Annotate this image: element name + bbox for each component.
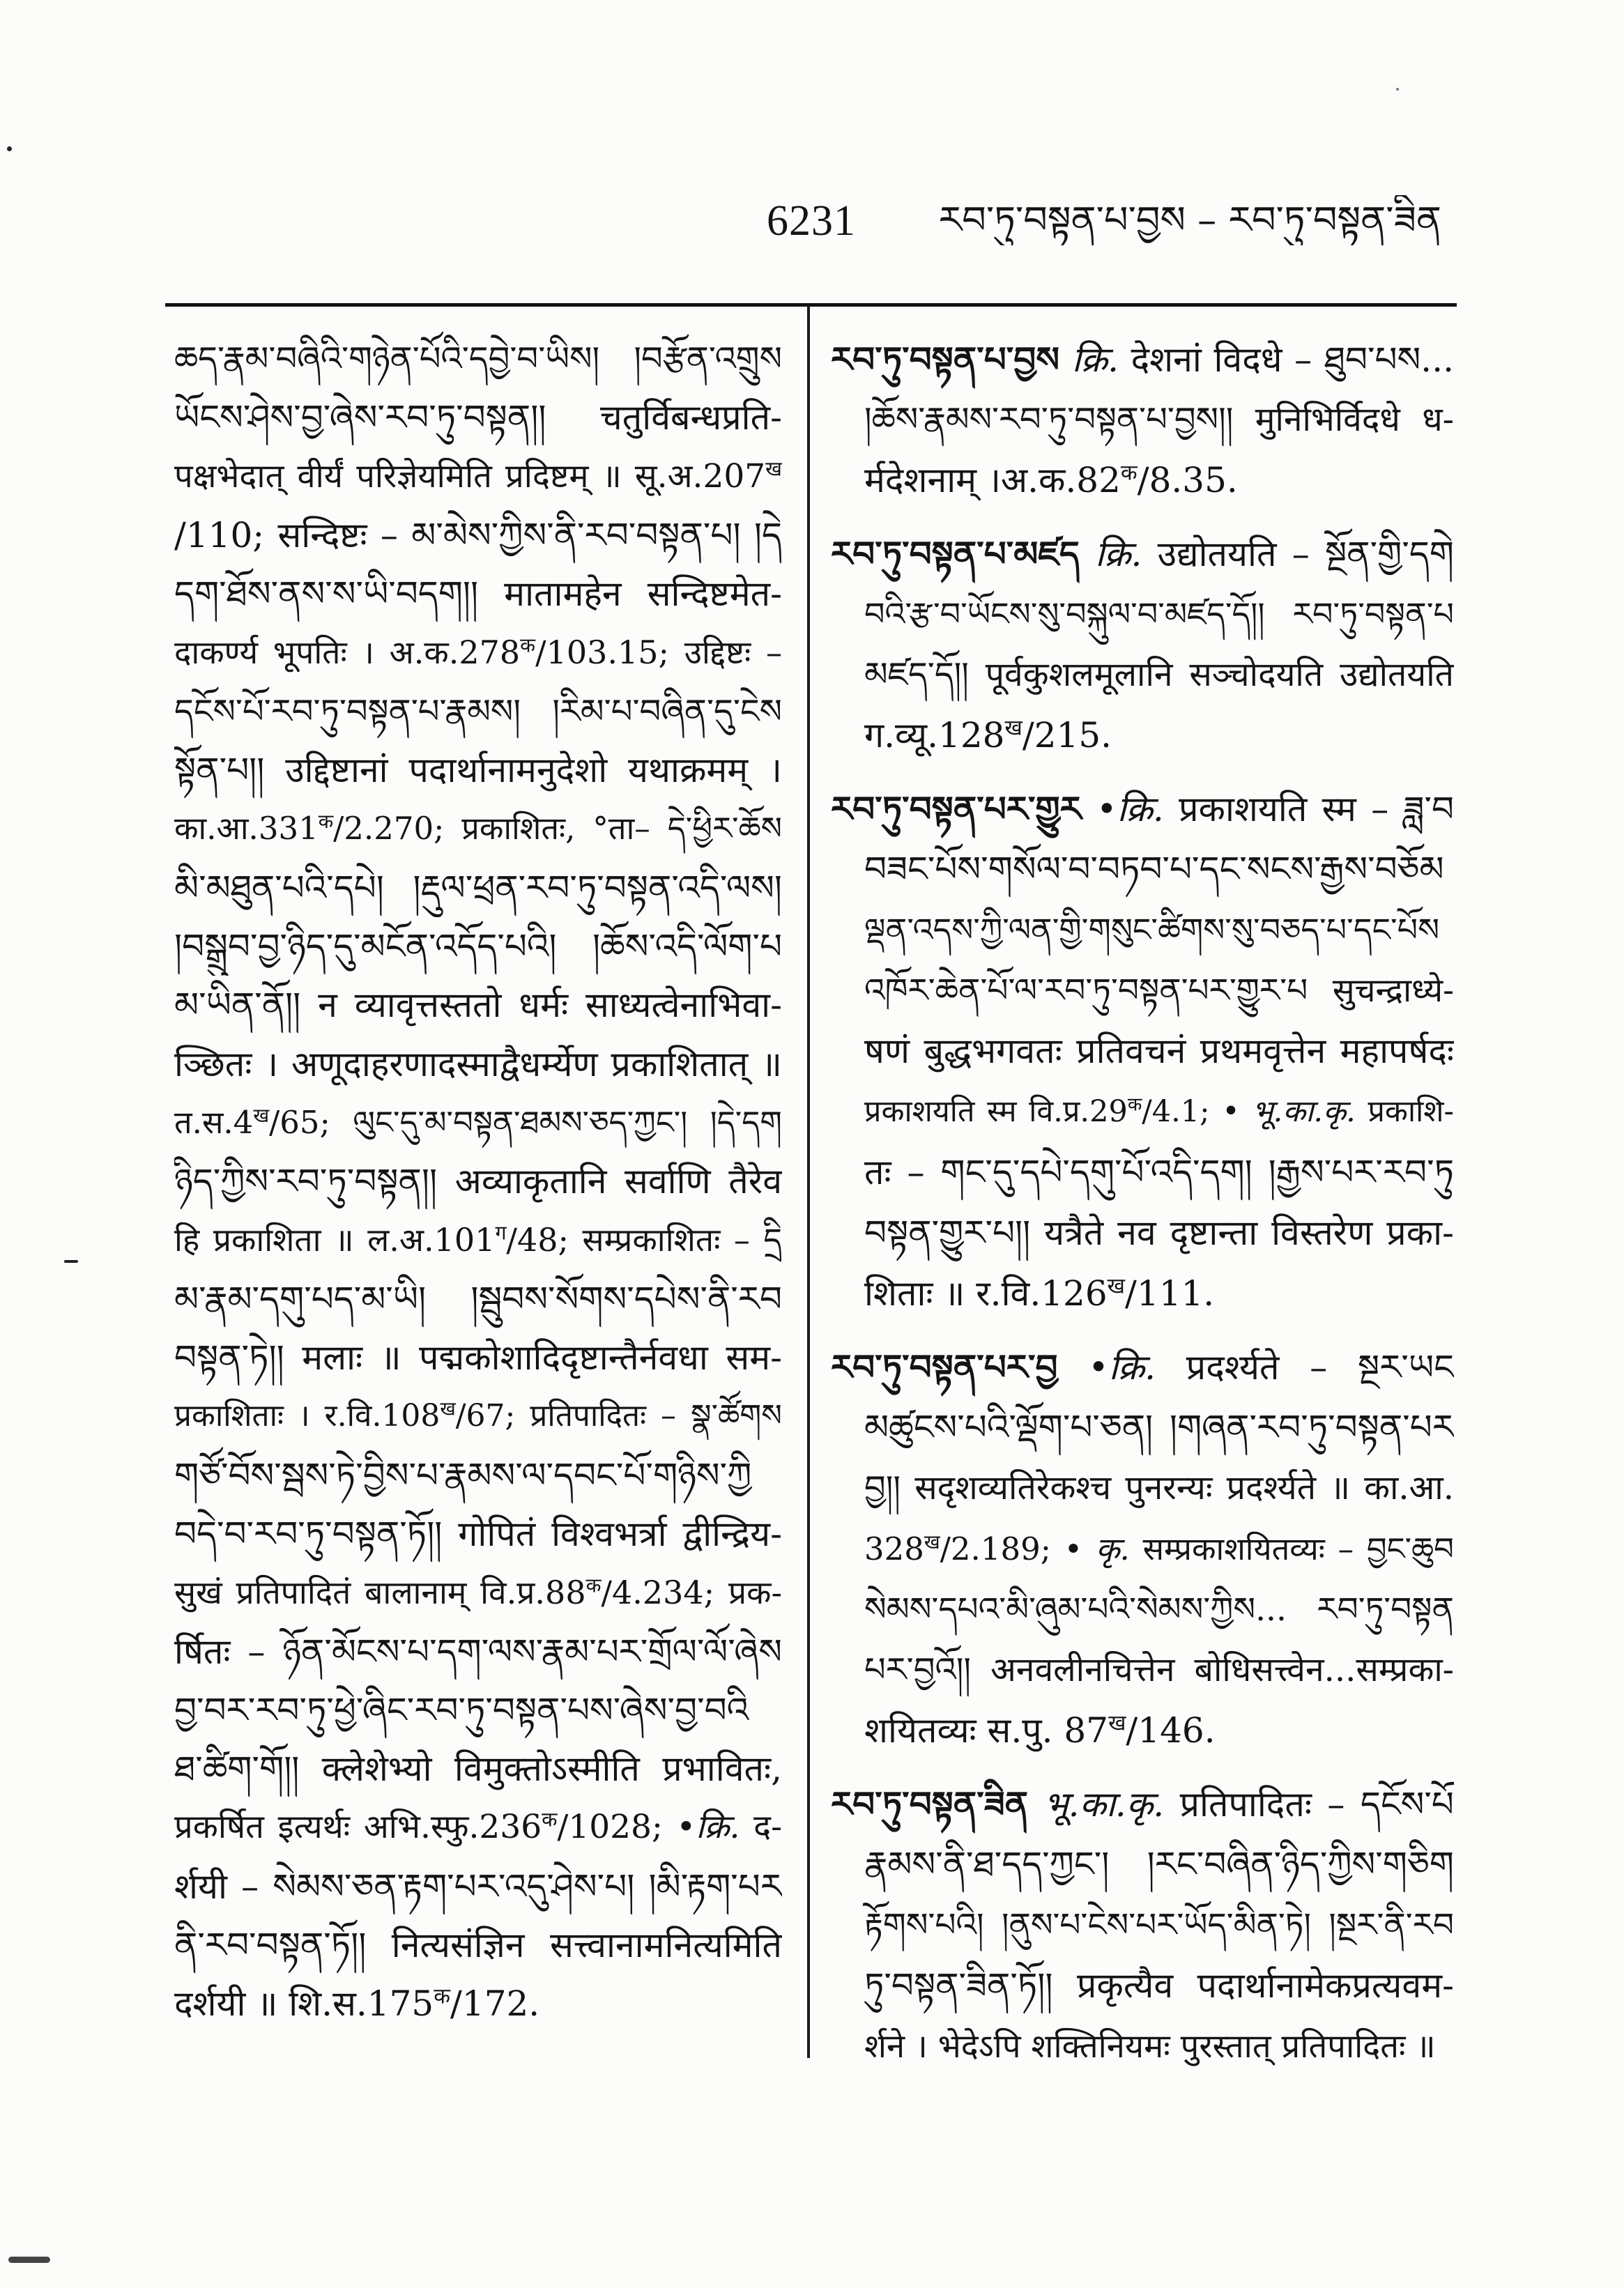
text-line — [174, 1681, 782, 1740]
headword: རབ་ཏུ་བསྟན་པར་གྱུར — [831, 788, 1082, 829]
text-line — [174, 682, 782, 741]
reference-folio-marker: ख — [1004, 715, 1022, 741]
page-number: 6231 — [767, 197, 856, 245]
reference-folio-marker: क — [318, 810, 334, 834]
text-run: བཟང་པོས་གསོལ་བ་བཏབ་པ་དང་སངས་རྒྱས་བཅོམ — [864, 849, 1444, 889]
grammar-label: क्रि. — [696, 1808, 740, 1847]
text-run: दाकर्ण्य भूपतिः । अ.क.278 — [174, 634, 521, 672]
text-line — [831, 900, 1454, 960]
text-line — [831, 1458, 1454, 1519]
text-line — [174, 1974, 782, 2033]
grammar-label: क्रि. — [1117, 789, 1164, 829]
text-run: /67; प्रतिपादितः – སྣ་ཚོགས — [455, 1398, 782, 1434]
text-run: /146. — [1126, 1710, 1216, 1751]
text-run: प्रतिपादितः – དངོས་པོ — [1164, 1784, 1454, 1825]
text-run: शयितव्यः स.पु. 87 — [864, 1710, 1109, 1751]
text-run: प्रकाशयति स्म – ཟླ་བ — [1163, 789, 1454, 829]
text-line — [174, 859, 782, 917]
text-line — [831, 390, 1454, 450]
text-run: प्रकर्षित इत्यर्थः अभि.स्फु.236 — [174, 1808, 542, 1847]
reference-folio-marker: क — [542, 1807, 558, 1832]
reference-folio-marker: ख — [253, 1103, 270, 1127]
text-line — [174, 388, 782, 447]
text-line — [831, 1579, 1454, 1640]
text-run: སེམས་དཔའ་མི་ཞུམ་པའི་སེམས་ཀྱིས... རབ་ཏུ་བསྟན — [864, 1590, 1454, 1629]
grammar-label: क्रि. — [1108, 1347, 1156, 1388]
left-column — [174, 330, 782, 2034]
text-run: སྟོན་པ།། उद्दिष्टानां पदार्थानामनुदेशो यथाक्रमम् । — [174, 750, 782, 791]
text-run: शिताः ॥ र.वि.126 — [864, 1273, 1108, 1314]
text-run: दर्शयी ॥ शि.स.175 — [174, 1983, 434, 2025]
headword: རབ་ཏུ་བསྟན་ཟིན — [831, 1783, 1029, 1825]
text-line — [831, 1397, 1454, 1458]
reference-folio-marker: ग — [495, 1222, 507, 1245]
text-run: प्रकाशि- — [1355, 1094, 1454, 1129]
reference-folio-marker: ख — [765, 456, 782, 480]
text-line — [831, 1956, 1454, 2016]
text-run: पक्षभेदात् वीर्यं परिज्ञेयमिति प्रदिष्टम् ॥ सू.अ.207 — [174, 456, 766, 496]
text-line — [831, 839, 1454, 900]
reference-folio-marker: क — [585, 1574, 602, 1597]
text-line — [174, 917, 782, 976]
text-run: དངོས་པོ་རབ་ཏུ་བསྟན་པ་རྣམས། །རིམ་པ་བཞིན་དུ་ངེས — [174, 691, 782, 731]
text-run: བྱ་བར་རབ་ཏུ་ཕྱེ་ཞིང་རབ་ཏུ་བསྟན་པས་ཞེས་བྱ་བའི — [174, 1689, 749, 1730]
text-run: सम्प्रकाशयितव्यः – བྱང་ཆུབ — [1129, 1530, 1454, 1567]
text-run: མི་མཐུན་པའི་དཔེ། །རྡུལ་ཕྲན་རབ་ཏུ་བསྟན་འདི་ལས། — [174, 867, 782, 908]
text-run: རྟོགས་པའི། །ནུས་པ་ངེས་པར་ཡོད་མིན་ཏེ། །སྔར་ནི་རབ — [864, 1906, 1454, 1944]
text-line — [174, 1563, 782, 1622]
reference-folio-marker: ख — [924, 1530, 940, 1553]
text-run: /65; ལུང་དུ་མ་བསྟན་ཐམས་ཅད་ཀྱང་། །དེ་དག — [269, 1103, 782, 1141]
text-run: ལྡན་འདས་ཀྱི་ལན་གྱི་གསུང་ཚིགས་སུ་བཅད་པ་དང་པོས — [864, 911, 1440, 949]
text-line — [831, 1700, 1454, 1761]
headword: རབ་ཏུ་བསྟན་པ་བྱས — [831, 339, 1060, 380]
text-run: ཏུ་བསྟན་ཟིན་ཏོ།། प्रकृत्यैव पदार्थानामेकप्रत्यवम- — [864, 1965, 1454, 2006]
header-rule — [165, 303, 1457, 307]
text-line — [831, 329, 1454, 390]
text-line — [174, 1328, 782, 1387]
text-run: བྱ།། सदृशव्यतिरेकश्च पुनरन्यः प्रदर्श्यते ॥ का.आ. — [864, 1468, 1454, 1507]
text-run: र्शने । भेदेऽपि शक्तिनियमः पुरस्तात् प्रतिपादितः ॥ — [864, 2027, 1436, 2066]
text-run: • — [1081, 789, 1117, 829]
grammar-label: क्रि. — [1095, 534, 1142, 574]
reference-folio-marker: ख — [1107, 1273, 1126, 1299]
text-run: བསྟན་ཏེ།། मलाः ॥ पद्मकोशादिदृष्टान्तैर्नवधा सम- — [174, 1337, 782, 1379]
text-line — [831, 1834, 1454, 1895]
text-run: हि प्रकाशिता ॥ ल.अ.101 — [174, 1221, 496, 1259]
text-run: མཛད་དོ།། पूर्वकुशलमूलानि सञ्चोदयति उद्योतयति — [864, 655, 1454, 694]
text-line — [174, 1916, 782, 1974]
text-run: /8.35. — [1137, 460, 1238, 500]
text-run: ཉིད་ཀྱིས་རབ་ཏུ་བསྟན།། अव्याकृतानि सर्वाणि तैरेव — [174, 1161, 782, 1202]
text-run: /103.15; उद्दिष्टः – — [535, 634, 782, 672]
text-run: མཚུངས་པའི་ལྡོག་པ་ཅན། །གཞན་རབ་ཏུ་བསྟན་པར — [864, 1407, 1454, 1448]
text-run — [1080, 534, 1095, 574]
text-line — [831, 1082, 1454, 1142]
text-run — [1028, 1784, 1043, 1825]
text-line — [174, 1857, 782, 1916]
text-line — [174, 1211, 782, 1269]
text-run: /2.270; प्रकाशितः, °ता– དེ་ཕྱིར་ཆོས — [333, 810, 782, 847]
text-line — [174, 330, 782, 388]
grammar-label: भू.का.कृ. — [1043, 1784, 1165, 1825]
text-run: །ཆོས་རྣམས་རབ་ཏུ་བསྟན་པ་བྱས།། मुनिभिर्विदधे ध- — [864, 400, 1454, 439]
text-line — [174, 447, 782, 506]
text-run: གཙོ་བོས་སྦས་ཏེ་བྱིས་པ་རྣམས་ལ་དབང་པོ་གཉིས་ཀྱི — [174, 1454, 752, 1496]
text-run: དག་ཐོས་ནས་ས་ཡི་བདག།། मातामहेन सन्दिष्टमेत- — [174, 574, 782, 615]
text-line — [831, 584, 1454, 645]
headword: རབ་ཏུ་བསྟན་པ་མཛད — [831, 533, 1080, 574]
reference-folio-marker: क — [1127, 1093, 1142, 1116]
text-line — [174, 741, 782, 799]
text-line — [831, 1519, 1454, 1579]
text-run: ཐ་ཚིག་གོ།། क्लेशेभ्यो विमुक्तोऽस्मीति प्रभावितः, — [174, 1749, 782, 1790]
text-line — [831, 523, 1454, 584]
dictionary-entry — [831, 523, 1454, 766]
scan-speck — [1396, 88, 1399, 91]
reference-folio-marker: क — [520, 634, 536, 658]
text-run: र्शयी – སེམས་ཅན་རྟག་པར་འདུ་ཤེས་པ། །མི་རྟག་པར — [174, 1866, 782, 1907]
text-line — [831, 1021, 1454, 1082]
text-run: རྣམས་ནི་ཐ་དད་ཀྱང་། །རང་བཞིན་ཉིད་ཀྱིས་གཅིག — [864, 1844, 1454, 1884]
text-run: प्रकाशिताः । र.वि.108 — [174, 1398, 441, 1434]
text-line — [174, 565, 782, 623]
text-line — [831, 1640, 1454, 1700]
text-run — [1059, 339, 1072, 380]
text-line — [831, 2016, 1454, 2077]
text-run: ञ्छितः । अणूदाहरणादस्माद्वैधर्म्येण प्रकाशितात् ॥ — [174, 1043, 782, 1084]
text-run: འཁོར་ཆེན་པོ་ལ་རབ་ཏུ་བསྟན་པར་གྱུར་པ सुचन्द्राध्ये- — [864, 972, 1454, 1010]
grammar-label: भू.का.कृ. — [1252, 1094, 1356, 1129]
text-line — [831, 1264, 1454, 1324]
text-run: བསྟན་གྱུར་པ།། यत्रैते नव दृष्टान्ता विस्तरेण प्रका- — [864, 1213, 1454, 1253]
scan-speck — [8, 2257, 50, 2263]
text-run: र्षितः – ཉོན་མོངས་པ་དག་ལས་རྣམ་པར་གྲོལ་ལོ་ཞེས — [174, 1631, 782, 1672]
text-run: །བསྒྲུབ་བྱ་ཉིད་དུ་མངོན་འདོད་པའི། །ཆོས་འདི་ལོག་པ — [174, 926, 782, 967]
text-line — [831, 1774, 1454, 1834]
text-line — [831, 1203, 1454, 1264]
text-run: /2.189; • — [940, 1530, 1096, 1567]
text-line — [174, 506, 782, 565]
text-line — [831, 1142, 1454, 1203]
text-line — [174, 1152, 782, 1211]
text-run: षणं बुद्धभगवतः प्रतिवचनं प्रथमवृत्तेन महापर्षदः — [864, 1031, 1454, 1071]
text-line — [174, 976, 782, 1034]
text-line — [174, 1270, 782, 1328]
reference-folio-marker: क — [1120, 460, 1137, 486]
text-run: པར་བྱའོ།། अनवलीनचित्तेन बोधिसत्त्वेन...सम्प्रका- — [864, 1650, 1454, 1689]
text-run: उद्योतयति – སྔོན་གྱི་དགེ — [1142, 534, 1454, 574]
text-run: प्रदर्श्यते – སྔར་ཡང — [1156, 1347, 1454, 1388]
text-run: ཆད་རྣམ་བཞིའི་གཉེན་པོའི་དབྱེ་བ་ཡིས། །བརྩོན་འགྲུས — [174, 339, 782, 378]
text-line — [174, 1622, 782, 1681]
text-line — [174, 1505, 782, 1563]
text-line — [174, 1387, 782, 1445]
text-run: त.स.4 — [174, 1103, 254, 1141]
dictionary-entry — [831, 1337, 1454, 1761]
text-run: བའི་རྩ་བ་ཡོངས་སུ་བསྐུལ་བ་མཛད་དོ།། རབ་ཏུ་བསྟན་པ — [864, 595, 1454, 633]
reference-folio-marker: क — [434, 1983, 451, 2009]
text-line — [831, 778, 1454, 839]
text-run: ཡོངས་ཤེས་བྱ་ཞེས་རབ་ཏུ་བསྟན།། चतुर्विबन्धप्रति- — [174, 397, 782, 438]
text-line — [831, 1337, 1454, 1397]
dictionary-entry — [831, 1774, 1454, 2077]
grammar-label: कृ. — [1095, 1530, 1130, 1567]
scan-speck — [64, 1260, 78, 1263]
text-run: /215. — [1022, 715, 1112, 755]
text-run: 328 — [864, 1530, 924, 1567]
text-line — [831, 450, 1454, 511]
text-run: र्मदेशनाम् ।अ.क.82 — [864, 460, 1121, 500]
text-run: /1028; • — [557, 1808, 696, 1847]
grammar-label: क्रि. — [1071, 339, 1119, 380]
text-run: सुखं प्रतिपादितं बालानाम् वि.प्र.88 — [174, 1574, 586, 1612]
text-run: /48; सम्प्रकाशितः – དྲི — [506, 1221, 782, 1259]
text-line — [831, 705, 1454, 766]
text-line — [174, 1740, 782, 1798]
text-line — [174, 1446, 782, 1505]
dictionary-entry — [831, 778, 1454, 1324]
text-run: མ་རྣམ་དགུ་པད་མ་ཡི། །སྦུབས་སོགས་དཔེས་ནི་རབ — [174, 1278, 782, 1319]
dictionary-entry — [831, 329, 1454, 511]
reference-folio-marker: ख — [1108, 1710, 1126, 1736]
reference-folio-marker: ख — [440, 1398, 456, 1420]
text-run: ग.व्यू.128 — [864, 715, 1005, 755]
scan-speck — [7, 146, 12, 151]
column-divider — [807, 305, 810, 2058]
text-line — [174, 1093, 782, 1152]
text-run: देशनां विदधे – ཐུབ་པས... — [1118, 339, 1454, 380]
text-line — [831, 1895, 1454, 1956]
text-run: /110; सन्दिष्टः – མ་མེས་ཀྱིས་ནི་རབ་བསྟན་པ། །དེ — [174, 514, 782, 555]
text-run: བདེ་བ་རབ་ཏུ་བསྟན་ཏོ།། गोपितं विश्वभर्त्रा द्वीन्द्रिय- — [174, 1513, 782, 1554]
text-run: • — [1057, 1347, 1109, 1388]
text-run: /4.234; प्रक- — [601, 1574, 782, 1612]
text-line — [174, 1035, 782, 1093]
text-line — [831, 960, 1454, 1021]
text-run: तः – གང་དུ་དཔེ་དགུ་པོ་འདི་དག། །རྒྱས་པར་རབ་ཏུ — [864, 1152, 1454, 1192]
text-run: /111. — [1125, 1273, 1215, 1314]
headword: རབ་ཏུ་བསྟན་པར་བྱ — [831, 1346, 1058, 1388]
text-run: ནི་རབ་བསྟན་ཏོ།། नित्यसंज्ञिन सत्त्वानामनित्यमिति — [174, 1925, 782, 1966]
right-column — [831, 329, 1454, 2077]
text-run: द- — [740, 1808, 782, 1847]
text-line — [174, 799, 782, 858]
text-line — [174, 623, 782, 682]
text-line — [174, 1798, 782, 1857]
text-line — [831, 645, 1454, 705]
text-run: མ་ཡིན་ནོ།། न व्यावृत्तस्ततो धर्मः साध्यत्वेनाभिवा- — [174, 985, 782, 1026]
text-run: /172. — [450, 1983, 540, 2025]
text-run: प्रकाशयति स्म वि.प्र.29 — [864, 1094, 1128, 1129]
text-run: का.आ.331 — [174, 810, 319, 847]
text-run: /4.1; • — [1142, 1094, 1253, 1129]
running-head: རབ་ཏུ་བསྟན་པ་བྱས – རབ་ཏུ་བསྟན་ཟིན — [938, 198, 1441, 242]
